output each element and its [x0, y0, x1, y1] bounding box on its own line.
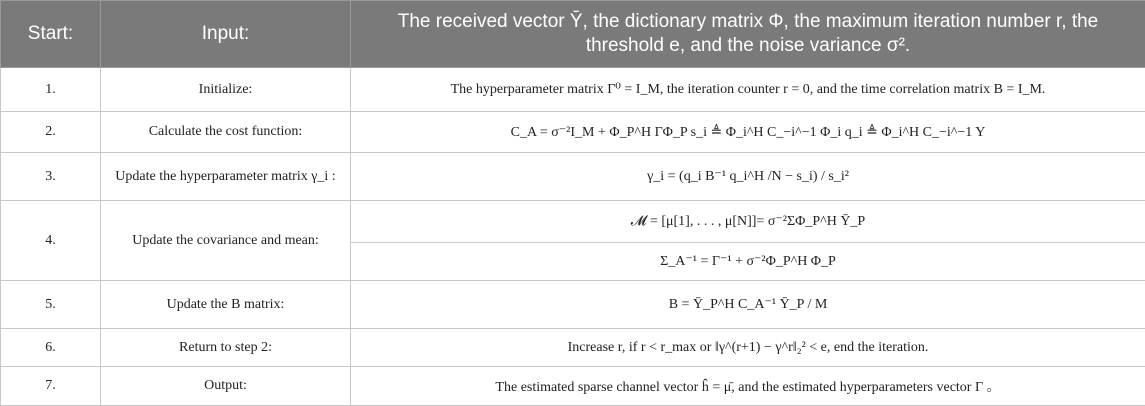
step-content: C_A = σ⁻²I_M + Φ_P^H ΓΦ_P s_i ≜ Φ_i^H C_−i^−1 Φ_i q_i ≜ Φ_i^H C_−i^−1 Y — [351, 112, 1145, 153]
step-number: 1. — [1, 68, 101, 112]
step-number: 5. — [1, 281, 101, 329]
table-row — [1, 68, 1145, 112]
step-name: Initialize: — [101, 68, 351, 112]
header-input: Input: — [101, 1, 351, 68]
header-row — [1, 1, 1145, 68]
step-content: γ_i = (q_i B⁻¹ q_i^H /N − s_i) / s_i² — [351, 153, 1145, 201]
header-start: Start: — [1, 1, 101, 68]
step-name: Update the B matrix: — [101, 281, 351, 329]
step-name: Output: — [101, 367, 351, 406]
step-number: 4. — [1, 201, 101, 281]
step-number: 6. — [1, 329, 101, 367]
header-input-description: The received vector Ȳ, the dictionary matrix Φ, the maximum iteration number r, the threshold e, and the noise variance σ². — [351, 1, 1145, 68]
table-row — [1, 153, 1145, 201]
table-row — [1, 281, 1145, 329]
step-name: Return to step 2: — [101, 329, 351, 367]
step-content: The hyperparameter matrix Γ⁰ = I_M, the iteration counter r = 0, and the time correlation matrix B = I_M. — [351, 68, 1145, 112]
step-number: 2. — [1, 112, 101, 153]
step-content: The estimated sparse channel vector ĥ = μ̄, and the estimated hyperparameters vector Γ 。 — [351, 367, 1145, 406]
step-number: 7. — [1, 367, 101, 406]
step-content-secondary: Σ_A⁻¹ = Γ⁻¹ + σ⁻²Φ_P^H Φ_P — [351, 243, 1145, 281]
table-row — [1, 201, 1145, 243]
table-row — [1, 329, 1145, 367]
step-content: 𝓜 = [μ[1], . . . , μ[N]]= σ⁻²ΣΦ_P^H Ȳ_P — [351, 201, 1145, 243]
step-content: Increase r, if r < r_max or ‖γ^(r+1) − γ^r‖₂² < e, end the iteration. — [351, 329, 1145, 367]
step-name: Update the hyperparameter matrix γ_i : — [101, 153, 351, 201]
step-number: 3. — [1, 153, 101, 201]
step-content: B = Ȳ_P^H C_A⁻¹ Ȳ_P / M — [351, 281, 1145, 329]
step-name: Calculate the cost function: — [101, 112, 351, 153]
table-row — [1, 367, 1145, 406]
step-name: Update the covariance and mean: — [101, 201, 351, 281]
table-row — [1, 112, 1145, 153]
